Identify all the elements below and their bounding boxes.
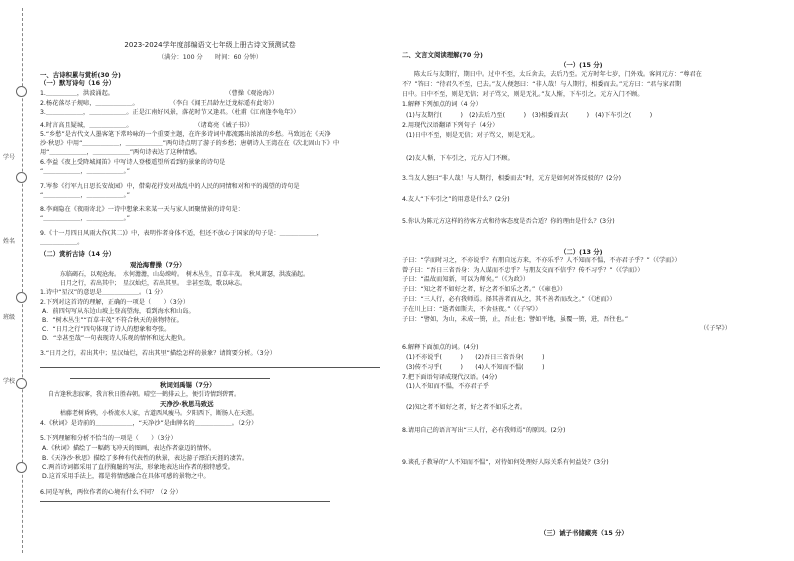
- left-line: 沙·秋思》中用“＿＿＿＿＿＿，＿＿＿＿＿＿”两句诗点明了游子的乡愁；唐朝诗人王湾在在《次北固山下》中: [40, 140, 340, 147]
- right-line: （三）诫子书储藏亮（15 分）: [540, 529, 628, 537]
- left-line: 天净沙·秋思马致远: [160, 400, 214, 408]
- right-line: 1.解释下列加点的词（4 分）: [402, 101, 482, 108]
- right-line: 5.你认为陈元方这样的待客方式和待客态度是否合适？你的理由是什么？(3分): [402, 218, 615, 225]
- right-line: 曾子曰：“吾日三省吾身：为人谋而不忠乎？与朋友交而不信乎？传不习乎？”（《学而》）: [402, 267, 644, 274]
- binding-margin: [0, 0, 34, 561]
- left-line: “＿＿＿＿＿＿，＿＿＿＿＿＿。”: [40, 168, 130, 175]
- left-line: （二）赏析古诗（14 分）: [40, 250, 116, 258]
- right-line: (1)与友期行( ) (2)去后乃至( ) (3)相委而去( ) (4)下车引之( ): [406, 112, 653, 119]
- left-line: 4.《秋词》是诗前的＿＿＿＿＿＿，“天净沙”是曲牌名的＿＿＿＿＿＿。（2分）: [40, 420, 258, 427]
- right-line: 3.当友人怒曰“非人哉！与人期行，相委而去”时，元方是如何对答反驳的？(2分): [402, 175, 622, 182]
- right-line: 9.谈孔子教导的“人不知而不愠”，对待如何处理好人际关系有何益处？(3分): [402, 459, 609, 466]
- left-line: 5.下列理解和分析不恰当的一项是（ ）（3分）: [40, 435, 177, 442]
- left-line: 6.李益《夜上受降城闻笛》中写诗人登楼遥望所看到的景象的诗句是: [40, 159, 226, 166]
- right-line: （《子罕》）: [700, 325, 731, 332]
- left-line: 自古逢秋悲寂寥，我言秋日胜春朝。晴空一鹤排云上，便引诗情到碧霄。: [48, 391, 241, 398]
- section-divider: [40, 367, 380, 368]
- left-line: “＿＿＿＿＿＿，＿＿＿＿＿＿。”: [40, 215, 130, 222]
- left-line: （一）默写诗句（16 分）: [40, 79, 116, 87]
- left-line: 1.诗中“星汉”的意思是＿＿＿＿＿＿。（1 分）: [40, 289, 167, 296]
- left-line: B.《天净沙·秋思》描绘了多种有代表性的秋景，表达游子漂泊天涯的凄苦。: [42, 455, 249, 462]
- left-line: 7.岑参《行军九日思长安故园》中，借菊花抒发对战乱中的人民的同情和对和平的渴望的诗句是: [40, 183, 300, 190]
- right-line: 子在川上曰：“逝者如斯夫，不舍昼夜。”（《子罕》）: [402, 306, 542, 313]
- answer-line: [40, 501, 330, 502]
- left-line: 2.杨花落尽子规啼，＿＿＿＿＿＿。 （李白《闻王昌龄左迁龙标遥有此寄》）: [40, 100, 278, 107]
- binding-hole: [16, 462, 27, 473]
- right-line: （一）(15 分): [560, 61, 603, 69]
- right-line: (1)人不知而不愠，不亦君子乎: [406, 383, 490, 390]
- left-line: 3.＿＿＿＿＿＿，＿＿＿＿＿＿。正是江南好风景，落花时节又逢君。（杜甫《江南逢李龟年》）: [40, 109, 300, 116]
- binding-label-class: 班级: [3, 314, 16, 321]
- left-line: 6.同是写秋，两位作者的心境有什么不同？（2 分）: [40, 489, 182, 496]
- poem-box-top: [70, 378, 270, 379]
- left-line: D.这首采用手法上，都是将情感融合在具体可感的景物之中。: [42, 473, 210, 480]
- left-line: 枯藤老树昏鸦，小桥流水人家，古道西风瘦马。夕阳西下，断肠人在天涯。: [60, 410, 259, 417]
- left-line: 2.下列对这首诗的理解，正确的一项是（ ）（3分）: [40, 299, 190, 306]
- binding-label-school: 学校: [3, 378, 16, 385]
- binding-hole: [16, 378, 27, 389]
- left-line: 用“＿＿＿＿＿＿，＿＿＿＿＿＿”两句诗表达了这种情感。: [40, 149, 202, 156]
- left-line: 秋词刘禹锡（7分）: [160, 381, 216, 389]
- right-line: 不？”答曰：“待君久不至，已去。”友人便怒曰：“非人哉！与人期行，相委而去。”元方曰：“君与家君期: [402, 81, 682, 88]
- exam-meta: （满分：100 分 时间：60 分钟）: [157, 54, 263, 61]
- right-line: 子曰：“知之者不如好之者，好之者不如乐之者。”（《雍也》）: [402, 286, 567, 293]
- right-line: (3)传不习乎( ) (4)人不知而不愠( ): [406, 364, 545, 371]
- left-line: 8.李商隐在《夜雨寄北》一诗中想象未来某一天与家人团聚情景的诗句是：: [40, 206, 244, 213]
- right-line: 日中。日中不至，则是无信；对子骂父，则是无礼。”友人惭，下车引之。元方入门不顾。: [402, 91, 644, 98]
- binding-hole: [16, 172, 27, 183]
- left-line: 1.＿＿＿＿＿，洪波涌起。 （曹操《观沧海》）: [40, 90, 278, 97]
- left-line: C.两首诗词都采用了直抒胸臆的写法，形象地表达出作者的独特感受。: [42, 464, 234, 471]
- binding-hole: [16, 292, 27, 303]
- right-line: 2.用现代汉语翻译下列句子（4分）: [402, 122, 499, 129]
- left-line: D．“幸甚至哉”一句表现诗人乐观的情怀和远大抱负。: [42, 335, 190, 342]
- right-line: (2)知之者不如好之者，好之者不如乐之者。: [406, 404, 527, 411]
- left-line: A.《秋词》描绘了一幅鹤飞冲天的图画，表达作者豪迈的情怀。: [42, 445, 216, 452]
- right-line: 6.解释下面加点的词。(4分): [402, 344, 479, 351]
- right-line: 8.请用自己的语言写出“三人行，必有我师焉”的原因。(2分): [402, 427, 566, 434]
- exam-title: 2023-2024学年度部编语文七年级上册古诗文预测试卷: [124, 41, 296, 49]
- right-line: (1)不亦说乎( ) (2)吾日三省吾身( ): [406, 354, 545, 361]
- right-line: 陈太丘与友期行，期日中。过中不至，太丘舍去，去后乃至。元方时年七岁，门外戏。客问元方：“尊君在: [414, 71, 702, 78]
- right-line: （二）(13 分): [560, 248, 603, 256]
- left-line: 5.“乡愁”是古代文人墨客笔下常吟咏的一个重要主题，在许多诗词中都流露出浓浓的乡愁。马致远在《天净: [40, 131, 331, 138]
- binding-label-name: 姓名: [3, 238, 16, 245]
- left-line: ＿＿＿＿＿＿。: [40, 239, 84, 246]
- right-line: 子曰：“温故而知新，可以为师矣。”（《为政》）: [402, 276, 530, 283]
- left-line: 4.时言高且疑城，＿＿＿＿＿＿。 （诸葛亮《诫子书》）: [40, 122, 254, 129]
- left-line: 东临碣石，以观沧海。 水何澹澹，山岛竦峙。 树木丛生，百草丰茂。 秋风萧瑟，洪波涌起。: [60, 271, 310, 278]
- left-line: 日月之行，若出其中； 星汉灿烂，若出其里。 幸甚至哉，歌以咏志。: [60, 280, 247, 287]
- left-line: 9.《十一月四日风雨大作(其二)》中，表明作者身体不适，但还不放心于国家的句子是：＿＿＿＿＿＿，: [40, 230, 323, 237]
- right-line: 7.把下面语句译成现代汉语。(4分): [402, 374, 498, 381]
- left-line: “＿＿＿＿＿＿，＿＿＿＿＿＿。”: [40, 192, 130, 199]
- right-line: 4.友人“下车引之”的用意是什么？(2分): [402, 196, 510, 203]
- left-line: 3.“日月之行，若出其中；星汉灿烂，若出其里”描绘怎样的景象？请简要分析。（3分）: [40, 350, 276, 357]
- right-line: 子曰：“学而时习之，不亦说乎？有朋自远方来，不亦乐乎？人不知而不愠，不亦君子乎？”（《学而》）: [402, 257, 681, 264]
- left-line: 一、古诗积累与赏析(30 分): [40, 71, 121, 79]
- right-line: 子曰：“三人行，必有我师焉。择其善者而从之，其不善者而改之。”（《述而》）: [402, 296, 616, 303]
- right-line: (2)友人惭，下车引之，元方入门不顾。: [406, 155, 514, 162]
- right-line: 子曰：“譬如，为山，未成一篑，止，吾止也；譬如平地，虽覆一篑，进，吾往也。”: [402, 316, 629, 323]
- binding-label-student-id: 学号: [3, 154, 16, 161]
- left-line: B．“树木丛生”“百草丰茂”不符合秋天的景物特征。: [42, 317, 183, 324]
- left-line: 观沧海曹操（7分）: [130, 261, 186, 269]
- right-line: (1)日中不至，则是无信；对子骂父，则是无礼。: [406, 132, 539, 139]
- left-line: A．前四句写从东边山坡上登高望海，看到海水和山岛。: [42, 308, 195, 315]
- left-line: C．“日月之行”四句体现了诗人的想象和夸张。: [42, 326, 171, 333]
- right-line: 二、文言文阅读理解(70 分): [402, 51, 483, 59]
- binding-hole: [16, 86, 27, 97]
